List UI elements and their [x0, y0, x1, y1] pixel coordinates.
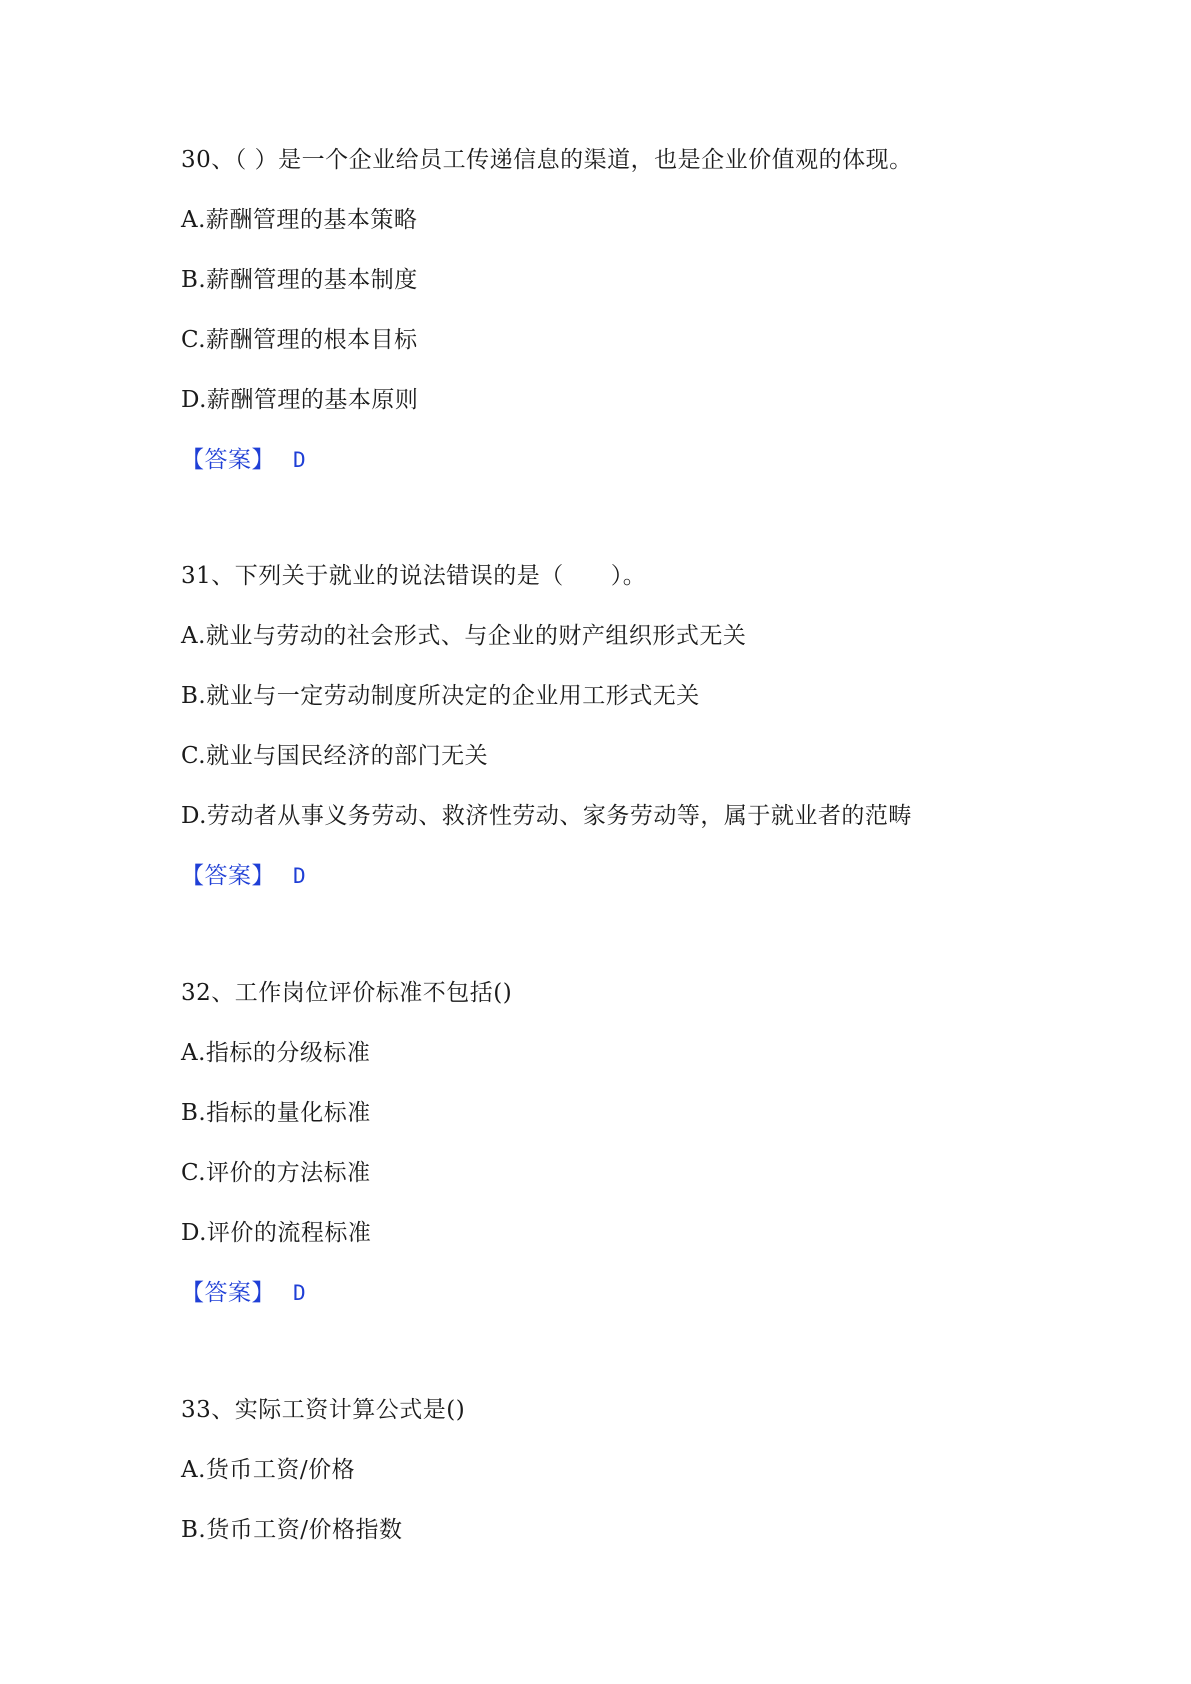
answer-label: 【答案】: [181, 863, 275, 889]
question-stem: 33、实际工资计算公式是(): [181, 1397, 466, 1423]
option-c: C.就业与国民经济的部门无关: [181, 743, 489, 769]
answer-label: 【答案】: [181, 1280, 275, 1306]
option-a: A.货币工资/价格: [181, 1457, 356, 1483]
answer-line: [181, 443, 1131, 503]
option-b: B.就业与一定劳动制度所决定的企业用工形式无关: [181, 683, 700, 709]
option-b: B.薪酬管理的基本制度: [181, 267, 418, 293]
question-31: [181, 559, 1131, 919]
answer-value: D: [293, 448, 307, 472]
question-stem: 32、工作岗位评价标准不包括(): [181, 980, 513, 1006]
question-33: [181, 1393, 1131, 1573]
answer-value: D: [293, 1281, 307, 1305]
option-d: D.薪酬管理的基本原则: [181, 387, 419, 413]
question-stem: 31、下列关于就业的说法错误的是（ ）。: [181, 563, 647, 589]
option-c: C.薪酬管理的根本目标: [181, 327, 418, 353]
option-a: A.就业与劳动的社会形式、与企业的财产组织形式无关: [181, 623, 747, 649]
option-b: B.货币工资/价格指数: [181, 1517, 403, 1543]
answer-label: 【答案】: [181, 447, 275, 473]
option-a: A.薪酬管理的基本策略: [181, 207, 418, 233]
answer-line: [181, 859, 1131, 919]
option-d: D.评价的流程标准: [181, 1220, 372, 1246]
option-a: A.指标的分级标准: [181, 1040, 371, 1066]
answer-value: D: [293, 864, 307, 888]
question-32: [181, 976, 1131, 1336]
question-30: [181, 143, 1131, 503]
option-c: C.评价的方法标准: [181, 1160, 371, 1186]
option-b: B.指标的量化标准: [181, 1100, 371, 1126]
answer-line: [181, 1276, 1131, 1336]
option-d: D.劳动者从事义务劳动、救济性劳动、家务劳动等，属于就业者的范畴: [181, 803, 912, 829]
question-stem: 30、（ ）是一个企业给员工传递信息的渠道，也是企业价值观的体现。: [181, 147, 913, 173]
